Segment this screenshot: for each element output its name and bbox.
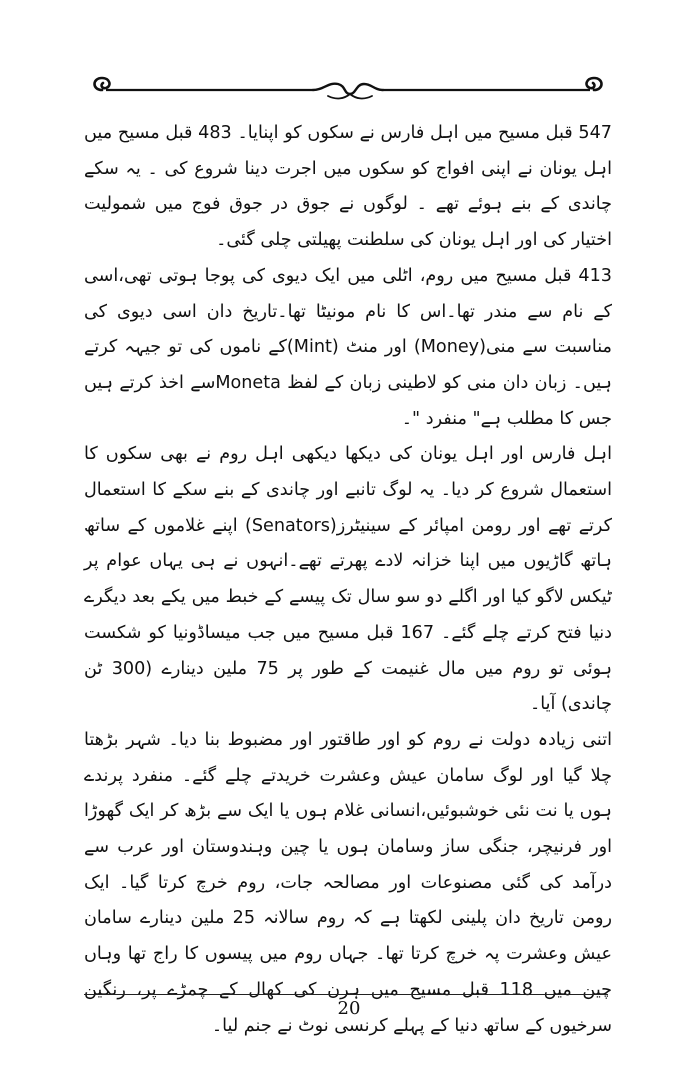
page-number: 20 <box>337 998 361 1019</box>
article-body <box>84 116 612 1044</box>
scroll-ornament-icon <box>88 70 608 110</box>
paragraph-moneta: 413 قبل مسیح میں روم، اٹلی میں ایک دیوی کی پوجا ہوتی تھی،اسی کے نام سے مندر تھا۔اس کا نام مونیٹا تھا۔تاریخ دان اسی دیوی کی مناسبت سے منی(Money) اور منٹ (Mint)کے ناموں کی تو جیہہ کرتے ہیں۔ زبان دان منی کو لاطینی زبان کے لفظ Monetaسے اخذ کرتے ہیں جس کا مطلب ہے" منفرد "۔ <box>84 265 612 429</box>
paragraph-roman-coins: اہل فارس اور اہل یونان کی دیکھا دیکھی اہل روم نے بھی سکوں کا استعمال شروع کر دیا۔ یہ لوگ تانبے اور چاندی کے بنے سکے کا استعمال کرتے تھے اور رومن امپائر کے سینیٹرز(Senators) اپنے غلاموں کے ساتھ ہاتھ گاڑیوں میں اپنا خزانہ لادے پھرتے تھے۔انہوں نے ہی یہاں عوام پر ٹیکس لاگو کیا اور اگلے دو سو سال تک پیسے کے خبط میں یکے بعد دیگرے دنیا فتح کرتے چلے گئے۔ 167 قبل مسیح میں جب میساڈونیا کو شکست ہوئی تو روم میں مال غنیمت کے طور پر 75 ملین دینارے (300 ٹن چاندی) آیا۔ <box>84 444 612 715</box>
footer-divider <box>84 994 608 995</box>
paragraph-roman-wealth: اتنی زیادہ دولت نے روم کو اور طاقتور اور مضبوط بنا دیا۔ شہر بڑھتا چلا گیا اور لوگ سامان عیش وعشرت خریدتے چلے گئے۔ منفرد پرندے ہوں یا نت نئی خوشبوئیں،انسانی غلام ہوں یا ایک سے بڑھ کر ایک گھوڑا اور فرنیچر، جنگی ساز وسامان ہوں یا چین وہندوستان اور عرب سے درآمد کی گئی مصنوعات اور مصالحہ جات، روم خرچ کرتا گیا۔ ایک رومن تاریخ دان پلینی لکھتا ہے کہ روم سالانہ 25 ملین دینارے سامان عیش وعشرت پہ خرچ کرتا تھا۔ جہاں روم میں پیسوں کا راج تھا وہاں چین میں 118 قبل مسیح میں ہرن کی کھال کے چمڑے پر، رنگین سرخیوں کے ساتھ دنیا کے پہلے کرنسی نوٹ نے جنم لیا۔ <box>84 729 612 1036</box>
paragraph-sikka-origins: 547 قبل مسیح میں اہل فارس نے سکوں کو اپنایا۔ 483 قبل مسیح میں اہل یونان نے اپنی افواج کو سکوں میں اجرت دینا شروع کی ۔ یہ سکے چاندی کے بنے ہوئے تھے ۔ لوگوں نے جوق در جوق فوج میں شمولیت اختیار کی اور اہل یونان کی سلطنت پھیلتی چلی گئی۔ <box>84 123 612 251</box>
